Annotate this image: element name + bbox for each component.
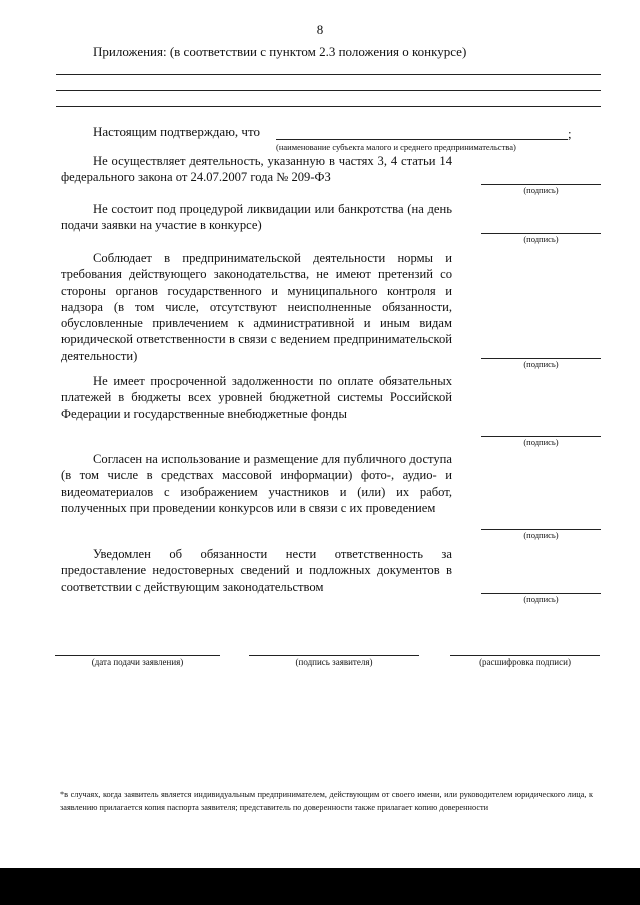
signature-decoding-caption: (расшифровка подписи) bbox=[479, 657, 571, 667]
scan-bottom-border bbox=[0, 868, 640, 905]
signature-caption-3: (подпись) bbox=[523, 359, 559, 369]
signature-caption-5: (подпись) bbox=[523, 530, 559, 540]
attachment-line-2 bbox=[56, 90, 601, 91]
statement-5: Согласен на использование и размещение для публичного доступа (в том числе в средствах массовой информации) фото-, аудио- и видеоматериалов с изображением участников и (или) их работ, полученных при проведении конкурсов или в связи с их проведением bbox=[61, 452, 452, 515]
statement-4: Не имеет просроченной задолженности по оплате обязательных платежей в бюджеты всех уровней бюджетной системы Российской Федерации и государственные внебюджетные фонды bbox=[61, 374, 452, 421]
statement-2: Не состоит под процедурой ликвидации или банкротства (на день подачи заявки на участие в конкурсе) bbox=[61, 202, 452, 233]
signature-decoding-line bbox=[450, 655, 600, 656]
footnote: *в случаях, когда заявитель является индивидуальным предпринимателем, действующим от своего имени, или руководителем юридического лица, к заявлению прилагается копия паспорта заявителя; представитель по доверенности также прилагает копию доверенности bbox=[60, 790, 593, 812]
entity-name-line bbox=[276, 139, 568, 140]
applicant-signature-caption: (подпись заявителя) bbox=[295, 657, 373, 667]
confirm-colon: ; bbox=[568, 126, 572, 141]
statement-1: Не осуществляет деятельность, указанную в частях 3, 4 статьи 14 федерального закона от 24.07.2007 года № 209-ФЗ bbox=[61, 154, 452, 185]
signature-caption-2: (подпись) bbox=[523, 234, 559, 244]
signature-caption-4: (подпись) bbox=[523, 437, 559, 447]
signature-caption-6: (подпись) bbox=[523, 594, 559, 604]
date-line bbox=[55, 655, 220, 656]
date-caption: (дата подачи заявления) bbox=[91, 657, 184, 667]
attachments-heading: Приложения: (в соответствии с пунктом 2.3 положения о конкурсе) bbox=[93, 44, 467, 59]
confirm-lead: Настоящим подтверждаю, что bbox=[93, 124, 260, 139]
page-number: 8 bbox=[316, 22, 324, 37]
signature-caption-1: (подпись) bbox=[523, 185, 559, 195]
applicant-signature-line bbox=[249, 655, 419, 656]
attachment-line-3 bbox=[56, 106, 601, 107]
statement-6: Уведомлен об обязанности нести ответственность за предоставление недостоверных сведений и подложных документов в соответствии с действующим законодательством bbox=[61, 547, 452, 594]
attachment-line-1 bbox=[56, 74, 601, 75]
statement-3: Соблюдает в предпринимательской деятельности нормы и требования действующего законодательства, не имеют претензий со стороны органов государственного и муниципального контроля и надзора (в том числе, отсутствуют неисполненные обязанности, обусловленные привлечением к административной и иным видам юридической ответственности в связи с ведением предпринимательской деятельности) bbox=[61, 251, 452, 363]
entity-name-caption: (наименование субъекта малого и среднего предпринимательства) bbox=[276, 142, 516, 152]
